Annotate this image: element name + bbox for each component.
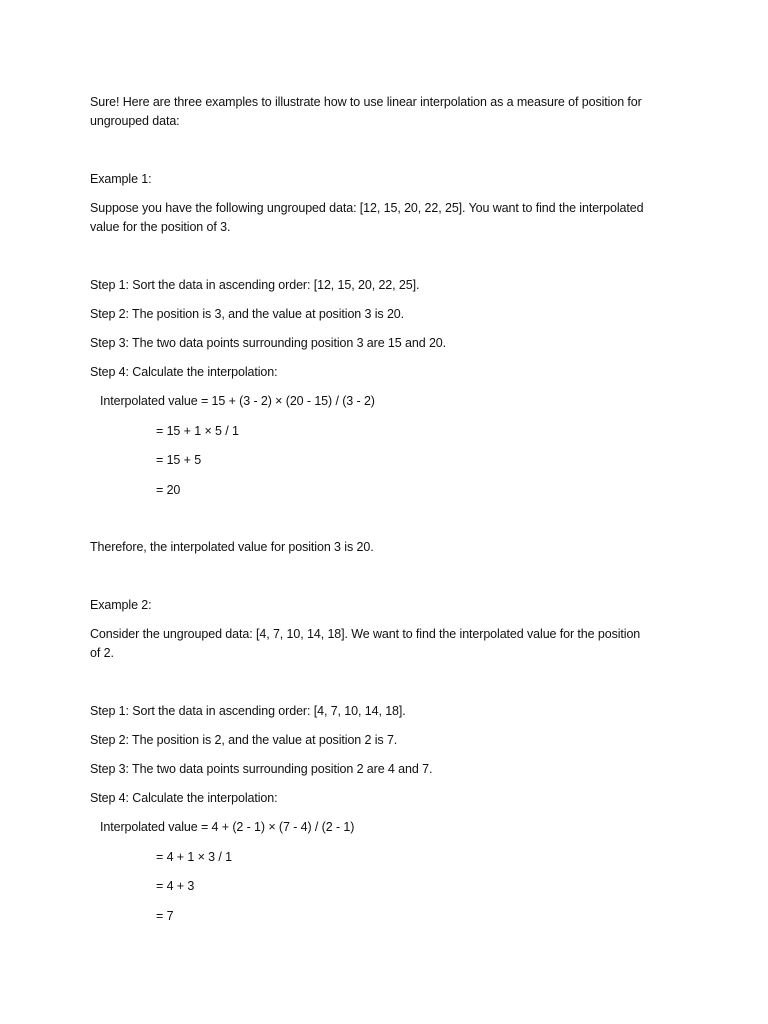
example-2-calc-line-2: = 4 + 1 × 3 / 1 — [156, 850, 232, 864]
example-2-description-line-1: Consider the ungrouped data: [4, 7, 10, 14, 18]. We want to find the interpolated value for the position — [90, 627, 641, 641]
example-2-step-1: Step 1: Sort the data in ascending order: [4, 7, 10, 14, 18]. — [90, 704, 406, 718]
example-1-step-2: Step 2: The position is 3, and the value at position 3 is 20. — [90, 307, 405, 321]
example-1-step-1: Step 1: Sort the data in ascending order: [12, 15, 20, 22, 25]. — [90, 278, 420, 292]
example-2-heading: Example 2: — [90, 598, 152, 612]
example-2-calc-line-1: Interpolated value = 4 + (2 - 1) × (7 - 4) / (2 - 1) — [100, 820, 355, 834]
intro-text-line-1: Sure! Here are three examples to illustrate how to use linear interpolation as a measure of position for — [90, 95, 642, 109]
example-1-description-line-2: value for the position of 3. — [90, 220, 231, 234]
example-2-step-4: Step 4: Calculate the interpolation: — [90, 791, 278, 805]
example-1-description-line-1: Suppose you have the following ungrouped data: [12, 15, 20, 22, 25]. You want to find the interpolated — [90, 201, 644, 215]
example-1-calc-line-1: Interpolated value = 15 + (3 - 2) × (20 - 15) / (3 - 2) — [100, 394, 375, 408]
example-1-heading: Example 1: — [90, 172, 152, 186]
example-1-calc-line-2: = 15 + 1 × 5 / 1 — [156, 424, 239, 438]
example-2-step-3: Step 3: The two data points surrounding position 2 are 4 and 7. — [90, 762, 433, 776]
example-2-step-2: Step 2: The position is 2, and the value at position 2 is 7. — [90, 733, 398, 747]
example-1-calc-line-3: = 15 + 5 — [156, 453, 202, 467]
intro-text-line-2: ungrouped data: — [90, 114, 180, 128]
example-1-step-4: Step 4: Calculate the interpolation: — [90, 365, 278, 379]
example-1-conclusion: Therefore, the interpolated value for position 3 is 20. — [90, 540, 374, 554]
example-2-calc-line-3: = 4 + 3 — [156, 879, 195, 893]
example-2-description-line-2: of 2. — [90, 646, 114, 660]
example-1-step-3: Step 3: The two data points surrounding position 3 are 15 and 20. — [90, 336, 447, 350]
example-2-calc-line-4: = 7 — [156, 909, 174, 923]
example-1-calc-line-4: = 20 — [156, 483, 181, 497]
